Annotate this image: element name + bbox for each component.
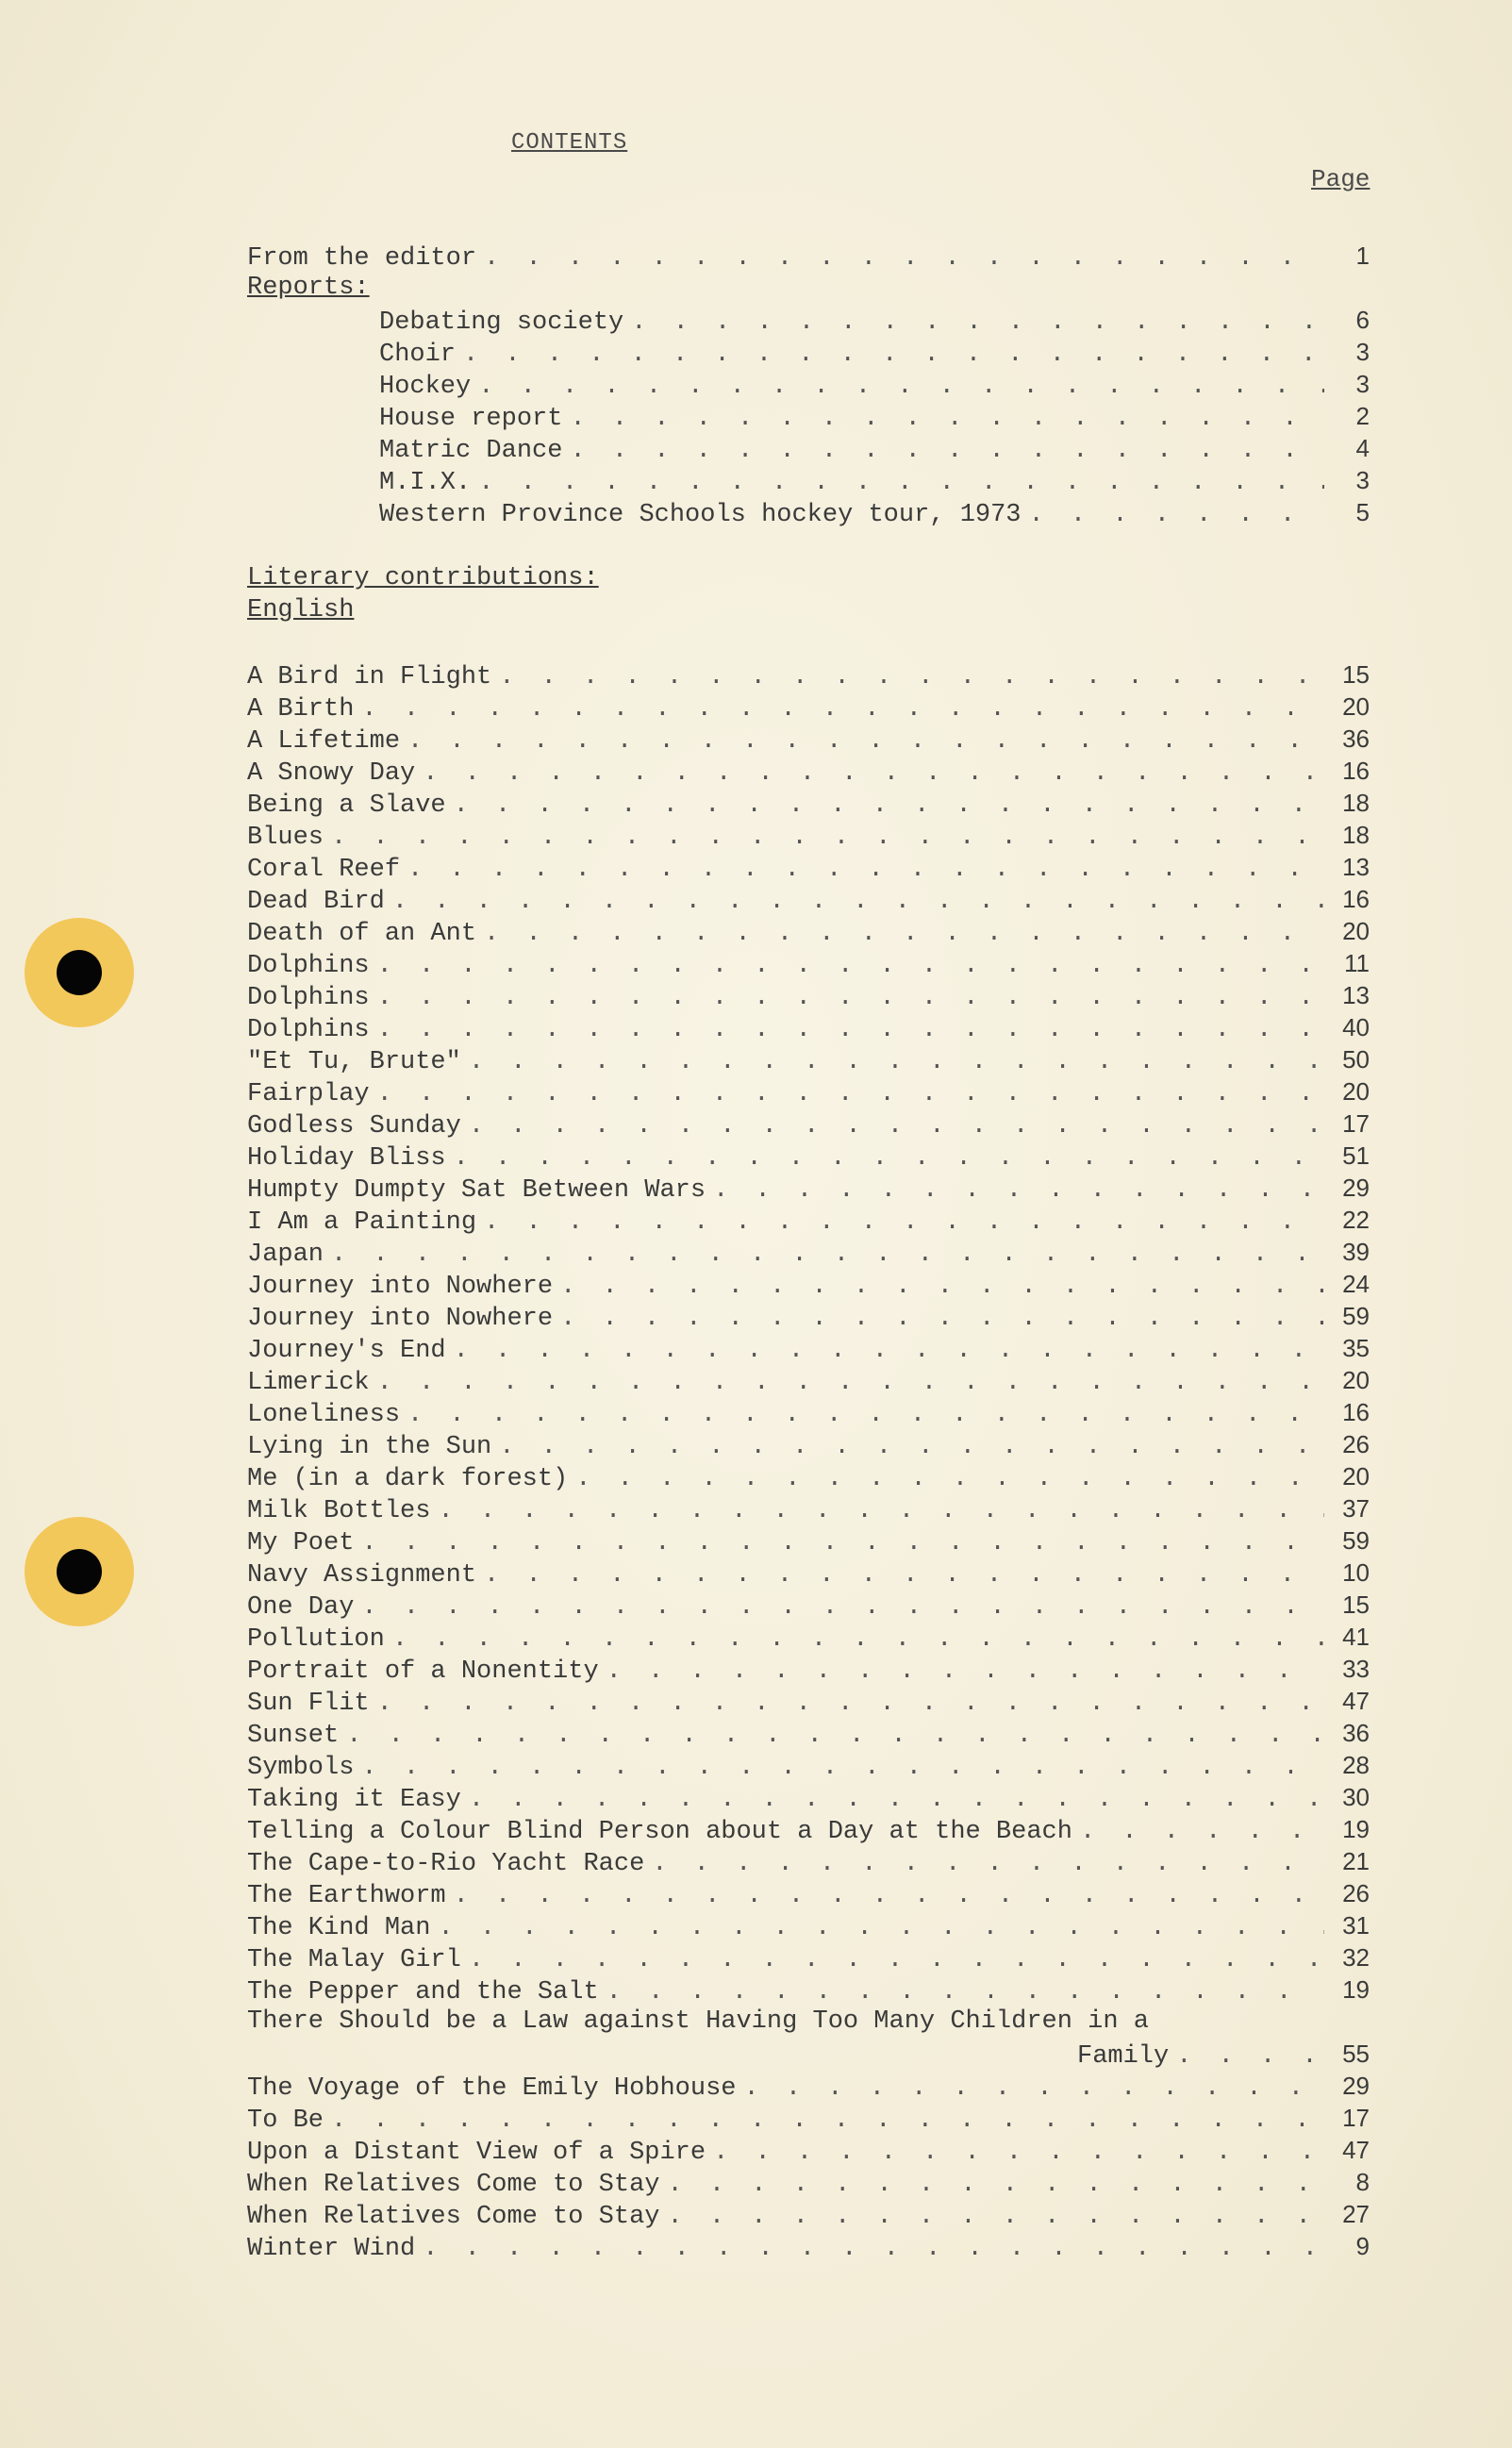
entry-page: 35 (1342, 1334, 1370, 1362)
entry-page: 31 (1342, 1911, 1370, 1940)
toc-entry (247, 464, 1370, 496)
entry-title: Japan (247, 1241, 324, 1269)
entry-title: Milk Bottles (247, 1497, 431, 1525)
entry-page: 36 (1342, 724, 1370, 753)
toc-entry (247, 979, 1370, 1011)
entry-page: 29 (1342, 1174, 1370, 1202)
entry-page: 22 (1342, 1206, 1370, 1234)
entry-title: Choir (379, 341, 457, 369)
entry-page: 28 (1342, 1751, 1370, 1779)
toc-entry (247, 1460, 1370, 1492)
toc-entry (247, 2230, 1370, 2262)
reports-section (247, 304, 1370, 528)
contents-heading: CONTENTS (511, 130, 628, 156)
entry-title: The Malay Girl (247, 1946, 461, 1974)
toc-entry (247, 1941, 1370, 1973)
entry-title: Dolphins (247, 952, 370, 980)
literary-labels (247, 562, 1370, 626)
toc-entry (247, 755, 1370, 787)
entry-page: 27 (1342, 2200, 1370, 2228)
entry-title: Dolphins (247, 1016, 370, 1044)
entry-title: Blues (247, 824, 324, 852)
toc-entry (247, 1364, 1370, 1396)
toc-entry (247, 1075, 1370, 1107)
toc-entry (247, 2070, 1370, 2102)
entry-page: 9 (1355, 2232, 1370, 2260)
long-entry (247, 2006, 1370, 2070)
reports-label: Reports: (247, 274, 370, 302)
toc-entry (247, 240, 1370, 272)
entry-title: My Poet (247, 1529, 355, 1557)
entry-title: Limerick (247, 1369, 370, 1397)
toc-entry (247, 1428, 1370, 1460)
entry-title: Hockey (379, 373, 472, 401)
entry-title: One Day (247, 1593, 355, 1622)
toc-entry (247, 2102, 1370, 2134)
entry-page: 40 (1342, 1013, 1370, 1041)
toc-entry (247, 304, 1370, 336)
entry-title: Loneliness (247, 1401, 401, 1429)
entry-page: 16 (1342, 757, 1370, 785)
entry-title: When Relatives Come to Stay (247, 2203, 660, 2231)
entry-title: The Kind Man (247, 1914, 431, 1942)
entry-title: Pollution (247, 1625, 385, 1654)
toc-entry (247, 947, 1370, 979)
toc-entry (247, 1653, 1370, 1685)
front-section (247, 240, 1370, 304)
entry-title: The Earthworm (247, 1882, 446, 1910)
entry-page: 5 (1355, 498, 1370, 526)
entry-title: The Voyage of the Emily Hobhouse (247, 2074, 737, 2103)
toc-entry (247, 1107, 1370, 1140)
entry-title: A Lifetime (247, 727, 401, 756)
toc-entry (247, 2134, 1370, 2166)
toc-entry (247, 819, 1370, 851)
english-tail-section (247, 2070, 1370, 2262)
entry-page: 36 (1342, 1719, 1370, 1747)
entry-page: 29 (1342, 2072, 1370, 2100)
entry-title: Symbols (247, 1754, 355, 1782)
toc-entry (247, 1557, 1370, 1589)
toc-entry (247, 1140, 1370, 1172)
entry-page: 55 (1342, 2040, 1370, 2068)
toc-entry (247, 336, 1370, 368)
english-section (247, 658, 1370, 2006)
entry-title: Matric Dance (379, 437, 563, 465)
entry-page: 6 (1355, 306, 1370, 334)
entry-title: Me (in a dark forest) (247, 1465, 569, 1493)
toc-entry (247, 1717, 1370, 1749)
entry-page: 15 (1342, 660, 1370, 689)
entry-page: 1 (1355, 241, 1370, 270)
toc-entry (247, 1396, 1370, 1428)
entry-title: Winter Wind (247, 2235, 416, 2263)
entry-title: Navy Assignment (247, 1561, 477, 1590)
toc-entry (247, 1877, 1370, 1909)
entry-page: 3 (1355, 338, 1370, 366)
entry-page: 3 (1355, 370, 1370, 398)
toc-entry (247, 1524, 1370, 1557)
entry-title: Fairplay (247, 1080, 370, 1108)
entry-title: Journey into Nowhere (247, 1305, 554, 1333)
entry-page: 37 (1342, 1494, 1370, 1523)
toc-entry (247, 400, 1370, 432)
entry-page: 17 (1342, 1109, 1370, 1138)
entry-page: 20 (1342, 1366, 1370, 1394)
toc-entry (247, 691, 1370, 723)
entry-page: 20 (1342, 692, 1370, 721)
entry-title: "Et Tu, Brute" (247, 1048, 461, 1076)
punch-hole-icon (25, 1517, 134, 1626)
toc-entry (247, 1685, 1370, 1717)
english-label: English (247, 596, 355, 624)
toc-entry (247, 658, 1370, 691)
punch-hole-icon (25, 918, 134, 1027)
entry-title: Upon a Distant View of a Spire (247, 2139, 706, 2167)
entry-title: Lying in the Sun (247, 1433, 492, 1461)
entry-page: 41 (1342, 1623, 1370, 1651)
page-column-label: Page (1311, 165, 1371, 193)
entry-page: 30 (1342, 1783, 1370, 1811)
toc-entry (247, 1973, 1370, 2006)
entry-title: Portrait of a Nonentity (247, 1657, 599, 1686)
entry-title: A Bird in Flight (247, 663, 492, 691)
toc-entry (247, 1492, 1370, 1524)
entry-title: Death of an Ant (247, 920, 477, 948)
toc-entry (247, 1043, 1370, 1075)
toc-entry (247, 1589, 1370, 1621)
entry-title: Journey into Nowhere (247, 1273, 554, 1301)
entry-page: 13 (1342, 853, 1370, 881)
entry-title: Dolphins (247, 984, 370, 1012)
entry-page: 10 (1342, 1558, 1370, 1587)
toc-entry (247, 1236, 1370, 1268)
entry-title: To Be (247, 2107, 324, 2135)
literary-label: Literary contributions: (247, 564, 599, 592)
entry-page: 50 (1342, 1045, 1370, 1074)
toc-entry (247, 851, 1370, 883)
entry-page: 33 (1342, 1655, 1370, 1683)
entry-page: 16 (1342, 1398, 1370, 1426)
toc-entry (247, 723, 1370, 755)
toc-entry (247, 1204, 1370, 1236)
toc-entry (247, 1621, 1370, 1653)
entry-title: There Should be a Law against Having Too Many Children in a (247, 2007, 1149, 2036)
entry-page: 24 (1342, 1270, 1370, 1298)
entry-page: 13 (1342, 981, 1370, 1009)
entry-page: 3 (1355, 466, 1370, 494)
entry-title: Western Province Schools hockey tour, 1973 (379, 501, 1022, 529)
toc-entry (247, 496, 1370, 528)
entry-page: 2 (1355, 402, 1370, 430)
toc-entry (247, 1749, 1370, 1781)
entry-title: Debating society (379, 308, 624, 337)
entry-title: Coral Reef (247, 856, 401, 884)
toc-entry (247, 2198, 1370, 2230)
entry-page: 47 (1342, 1687, 1370, 1715)
toc-entry (247, 787, 1370, 819)
toc-entry (247, 915, 1370, 947)
entry-title: Taking it Easy (247, 1786, 461, 1814)
entry-title: The Cape-to-Rio Yacht Race (247, 1850, 645, 1878)
entry-title: Dead Bird (247, 888, 385, 916)
entry-title: I Am a Painting (247, 1208, 477, 1237)
toc-entry (247, 1332, 1370, 1364)
entry-title: Godless Sunday (247, 1112, 461, 1141)
entry-title: When Relatives Come to Stay (247, 2171, 660, 2199)
entry-page: 51 (1342, 1141, 1370, 1170)
entry-title: The Pepper and the Salt (247, 1978, 599, 2007)
entry-page: 20 (1342, 1077, 1370, 1106)
toc-entry (247, 883, 1370, 915)
toc-entry (247, 2038, 1370, 2070)
entry-page: 18 (1342, 789, 1370, 817)
toc-entry (247, 1813, 1370, 1845)
toc-entry (247, 1268, 1370, 1300)
entry-title: A Birth (247, 695, 355, 724)
entry-title: Family (1077, 2042, 1170, 2071)
entry-page: 17 (1342, 2104, 1370, 2132)
entry-title: Telling a Colour Blind Person about a Day at the Beach (247, 1818, 1072, 1846)
entry-page: 8 (1355, 2168, 1370, 2196)
toc-entry (247, 1011, 1370, 1043)
entry-page: 20 (1342, 1462, 1370, 1490)
toc-entry (247, 1909, 1370, 1941)
entry-title: House report (379, 405, 563, 433)
entry-title: Holiday Bliss (247, 1144, 446, 1173)
toc-entry (247, 1845, 1370, 1877)
entry-title: Being a Slave (247, 791, 446, 820)
entry-page: 19 (1342, 1815, 1370, 1843)
entry-page: 47 (1342, 2136, 1370, 2164)
entry-page: 59 (1342, 1302, 1370, 1330)
toc-entry (247, 432, 1370, 464)
entry-page: 16 (1342, 885, 1370, 913)
entry-page: 4 (1355, 434, 1370, 462)
entry-page: 59 (1342, 1526, 1370, 1555)
entry-title: Sun Flit (247, 1690, 370, 1718)
entry-page: 39 (1342, 1238, 1370, 1266)
entry-title: From the editor (247, 244, 477, 273)
entry-page: 21 (1342, 1847, 1370, 1875)
entry-title: A Snowy Day (247, 759, 416, 788)
entry-page: 20 (1342, 917, 1370, 945)
entry-page: 15 (1342, 1590, 1370, 1619)
entry-page: 32 (1342, 1943, 1370, 1972)
entry-page: 19 (1342, 1975, 1370, 2004)
toc-entry (247, 1300, 1370, 1332)
toc-entry (247, 1172, 1370, 1204)
entry-title: Sunset (247, 1722, 340, 1750)
entry-title: Journey's End (247, 1337, 446, 1365)
entry-page: 26 (1342, 1430, 1370, 1458)
entry-page: 11 (1344, 949, 1370, 977)
entry-page: 26 (1342, 1879, 1370, 1907)
toc-entry (247, 2166, 1370, 2198)
toc-entry (247, 368, 1370, 400)
toc-entry (247, 1781, 1370, 1813)
entry-page: 18 (1342, 821, 1370, 849)
entry-title: Humpty Dumpty Sat Between Wars (247, 1176, 706, 1205)
entry-title: M.I.X. (379, 469, 472, 497)
